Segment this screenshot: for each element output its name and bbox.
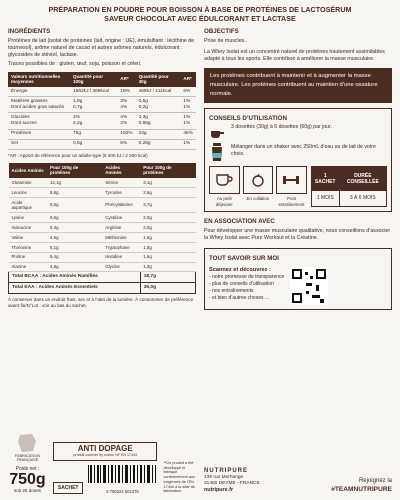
objectifs-title: OBJECTIFS (204, 28, 239, 36)
aminoacid-cell: 1,3g (140, 262, 195, 272)
nut-row-fat (8, 97, 196, 113)
antidopage-label: ANTI DOPAGE (77, 443, 133, 453)
aminoacid-cell: Cystéine (102, 213, 140, 223)
nut-cell: 19% (117, 87, 135, 97)
aminoacid-cell: Glutamine (9, 178, 47, 187)
nut-row-carbs (8, 113, 196, 129)
aminoacid-row (9, 252, 196, 262)
nut-cell: 6% (180, 87, 196, 97)
nut-cell: Sel (8, 139, 70, 149)
aminoacid-cell: 1,6g (140, 252, 195, 262)
aminoacid-cell: Lysine (9, 213, 47, 223)
hashtag[interactable]: #TEAMNUTRIPURE (331, 485, 392, 493)
join-text: Rejoignez la (358, 478, 392, 485)
aminoacid-cell: Histidine (102, 252, 140, 262)
nut-cell: 152% (117, 129, 135, 139)
aminoacid-row (9, 197, 196, 212)
usage-step-1 (209, 124, 387, 140)
aminoacid-cell: 1,6g (140, 232, 195, 242)
usage-title: CONSEILS D’UTILISATION (209, 114, 287, 122)
aminoacid-cell: 1,5g (140, 242, 195, 252)
aminoacid-cell: Sérine (102, 178, 140, 187)
nut-header-3: Quantité pour 30g (136, 72, 181, 87)
aminoacid-cell: 5,3g (47, 223, 102, 233)
aminoacid-row (9, 178, 196, 187)
usage-step-2 (209, 144, 387, 160)
france-icon (16, 432, 38, 454)
aminoacid-cell: 2,6g (140, 187, 195, 197)
aminoacid-cell: Leucine (9, 187, 47, 197)
usage-step-2-text: Mélanger dans un shaker avec 250mL d’eau ou de lait de votre choix. (231, 144, 376, 158)
more-item: - plus de conseils d’utilisation (209, 280, 274, 287)
moment-label: En collation (246, 196, 270, 202)
nut-cell: 1% 2,2g (70, 113, 117, 129)
cert-note: **Ce produit a été développé et fabriqué conformément aux exigences de l’EN 17444 à la date de fabrication (163, 460, 195, 494)
barcode (87, 465, 157, 495)
aminoacid-cell: Méthionine (102, 232, 140, 242)
ingredients-text: Protéines de lait (isolat de protéines (lait, origine : UE), émulsifiant : lécithine de tournesol), arôme naturel de cacao et autres arômes naturels, édulcorant : glycosides de stévioI, lactase. (8, 38, 195, 59)
nut-cell: 0,26g (136, 139, 181, 149)
nut-header-0: Valeurs nutritionnelles moyennes (8, 72, 70, 87)
weight-label: Poids net : (15, 466, 40, 473)
total-bcaa-label: Total BCAA : Acides Aminés Ramifiés (9, 272, 141, 283)
association-title: EN ASSOCIATION AVEC (204, 217, 275, 225)
aminoacid-cell: Arginine (102, 223, 140, 233)
left-column (8, 26, 196, 309)
duration-table (311, 166, 387, 207)
aminoacid-row (9, 232, 196, 242)
aminoacid-cell: 2,0g (140, 213, 195, 223)
qr-code[interactable] (290, 267, 328, 305)
usage-box (204, 108, 392, 212)
ar-note: *AR : Apport de référence pour un adulte-type (8 400 kJ / 2 000 kcal) (8, 152, 148, 158)
aminoacid-cell: Proline (9, 252, 47, 262)
total-bcaa-row (9, 272, 196, 283)
total-eaa-value: 35,0g (140, 283, 195, 294)
duration-value-1: 3 À 6 MOIS (339, 191, 386, 206)
nut-cell: 469kJ / 111kcal (136, 87, 181, 97)
antidopage-badge (53, 442, 158, 461)
nut-cell: 1% 1% (180, 113, 196, 129)
aminoacid-row (9, 223, 196, 233)
aminoacid-cell: Acide aspartique (9, 197, 47, 212)
aminoacid-cell: 3,1g (140, 178, 195, 187)
nut-cell: 1562kJ / 369kcal (70, 87, 117, 97)
moments (209, 166, 307, 207)
fabrication-label: FABRICATION FRANÇAISE (14, 453, 40, 463)
right-column (204, 26, 392, 309)
nut-cell: Glucides Dont sucres (8, 113, 70, 129)
nut-cell: 0,5g 0,2g (136, 97, 181, 113)
aminoacid-cell: Tryptophane (102, 242, 140, 252)
nut-cell: 5% (117, 139, 135, 149)
association-text: Pour développer une masse musculaire qualitative, nous conseillons d’associer la Whey Isolat avec Pure Workout et la Créatine. (204, 227, 391, 241)
aminoacid-cell: Glycine (102, 262, 140, 272)
nut-row-salt (8, 139, 196, 149)
cup-icon (209, 166, 240, 194)
moment-snack (243, 166, 274, 207)
duration-header-1: DURÉE CONSEILLÉE (339, 167, 386, 191)
aminoacid-cell: 12,1g (47, 178, 102, 187)
aminoacid-cell: Valine (9, 232, 47, 242)
bottom-bar (8, 432, 392, 494)
aminoacid-cell: 5,1g (47, 242, 102, 252)
more-box (204, 248, 392, 310)
objectifs-text: La Whey Isolat est un concentré naturel de protéines hautement assimilables adapté à tous les sports. Elle contribue à améliorer la masse musculaire. (204, 49, 385, 63)
aminoacid-rows (9, 178, 196, 272)
net-weight: 750g (9, 471, 46, 489)
more-list (209, 274, 284, 302)
total-eaa-label: Total EAA : Acides Aminés Essentiels (9, 283, 141, 294)
brand-address1: 439 rue Morhange (204, 475, 244, 481)
sachet-label: SACHET (53, 482, 84, 494)
aminoacid-cell: 3,7g (140, 197, 195, 212)
dumbbell-icon (276, 166, 307, 194)
community-block (331, 478, 392, 494)
product-title (8, 6, 392, 23)
nut-cell: 23g (136, 129, 181, 139)
nut-cell: 3,3g 0,66g (136, 113, 181, 129)
nut-header-2: AR* (117, 72, 135, 87)
nut-cell: 46% (180, 129, 196, 139)
aminoacid-row (9, 213, 196, 223)
more-item: - nos entraînements (209, 287, 254, 294)
nut-header-1: Quantité pour 100g (70, 72, 117, 87)
aa-header-1: Pour 100g de protéines (47, 163, 102, 178)
moment-label: Post entraînement (278, 196, 305, 207)
aminoacid-cell: Isoleucine (9, 223, 47, 233)
total-bcaa-value: 18,7g (140, 272, 195, 283)
title-line1: PRÉPARATION EN POUDRE POUR BOISSON À BASE DE PROTÉINES DE LACTOSÉRUM (48, 5, 352, 14)
aminoacid-cell: 5,4g (47, 252, 102, 262)
nut-cell: 4% 2% (117, 113, 135, 129)
claims-box: Les protéines contribuent à maintenir et à augmenter la masse musculaire. Les protéines contribuent au maintien d’une ossature normale. (204, 68, 392, 102)
aminoacid-cell: Thréonine (9, 242, 47, 252)
moment-breakfast (209, 166, 240, 207)
aminoacid-cell: 9,6g (47, 213, 102, 223)
portions: soit 25 doses (13, 488, 41, 494)
aminoacid-table (8, 163, 196, 295)
moment-post-workout (276, 166, 307, 207)
brand-address2: 31450 DEYME - FRANCE (204, 481, 260, 487)
nut-cell: Matières grasses Dont acides gras saturés (8, 97, 70, 113)
total-eaa-row (9, 283, 196, 294)
traces-text: Traces possibles de : gluten, œuf, soja, poisson et céleri. (8, 61, 142, 68)
nut-row-protein (8, 129, 196, 139)
more-item: - et bien d’autres choses ... (209, 294, 270, 301)
title-line2: SAVEUR CHOCOLAT AVEC ÉDULCORANT ET LACTASE (104, 13, 296, 23)
nut-cell: 1% (180, 139, 196, 149)
aa-header-3: Pour 100g de protéines (140, 163, 195, 178)
aminoacid-cell: 4,8g (47, 262, 102, 272)
aminoacid-cell: 2,0g (140, 223, 195, 233)
nut-cell: 3% 4% (117, 97, 135, 113)
shaker-icon (209, 144, 225, 160)
more-title: TOUT SAVOIR SUR MOI (209, 254, 279, 262)
barcode-number: 3 760322 501375 (106, 488, 139, 494)
nut-cell: 1,8g 0,7g (70, 97, 117, 113)
antidopage-sub: produit contrôlé by norme NF EN 17444 (73, 452, 137, 457)
nut-cell: 1% 1% (180, 97, 196, 113)
aminoacid-row (9, 187, 196, 197)
storage-note: À conserver dans un endroit frais, sec et à l’abri de la lumière. À consommer de préférence avant fin/N°Lot : voir au bas du sachet. (8, 297, 194, 309)
moment-label: Au petit déjeuner (215, 196, 233, 207)
aminoacid-cell: Alanine (9, 262, 47, 272)
scoop-icon (209, 124, 225, 140)
apple-icon (243, 166, 274, 194)
brand-site[interactable]: nutripure.fr (204, 487, 234, 494)
duration-value-0: 1 MOIS (311, 191, 339, 206)
duration-header-0: 1 SACHET (311, 167, 339, 191)
aa-header-0: Acides Aminés (9, 163, 47, 178)
aminoacid-row (9, 242, 196, 252)
nut-cell: Énergie (8, 87, 70, 97)
nut-cell: 76g (70, 129, 117, 139)
aminoacid-cell: 4,9g (47, 232, 102, 242)
nut-header-4: AR* (180, 72, 196, 87)
aminoacid-cell: Tyrosine (102, 187, 140, 197)
brand-name: NUTRIPURE (204, 467, 249, 474)
nutrition-table (8, 72, 196, 150)
nut-row-energy (8, 87, 196, 97)
more-subtitle: Scannez et découvrez : (209, 266, 271, 273)
more-item: - notre promesse de transparence (209, 273, 285, 280)
aa-header-2: Acides Aminés (102, 163, 140, 178)
objectifs-line: Prise de muscles. (204, 38, 246, 45)
brand-block (204, 468, 260, 494)
usage-step-1-text: 3 dosettes (30g) à 6 dosettes (60g) par jour. (231, 124, 332, 131)
nut-cell: Protéines (8, 129, 70, 139)
ingredients-title: INGRÉDIENTS (8, 28, 51, 36)
aminoacid-cell: 8,6g (47, 187, 102, 197)
aminoacid-row (9, 262, 196, 272)
aminoacid-cell: 9,5g (47, 197, 102, 212)
aminoacid-cell: Phénylalanine (102, 197, 140, 212)
nut-cell: 0,5g (70, 139, 117, 149)
